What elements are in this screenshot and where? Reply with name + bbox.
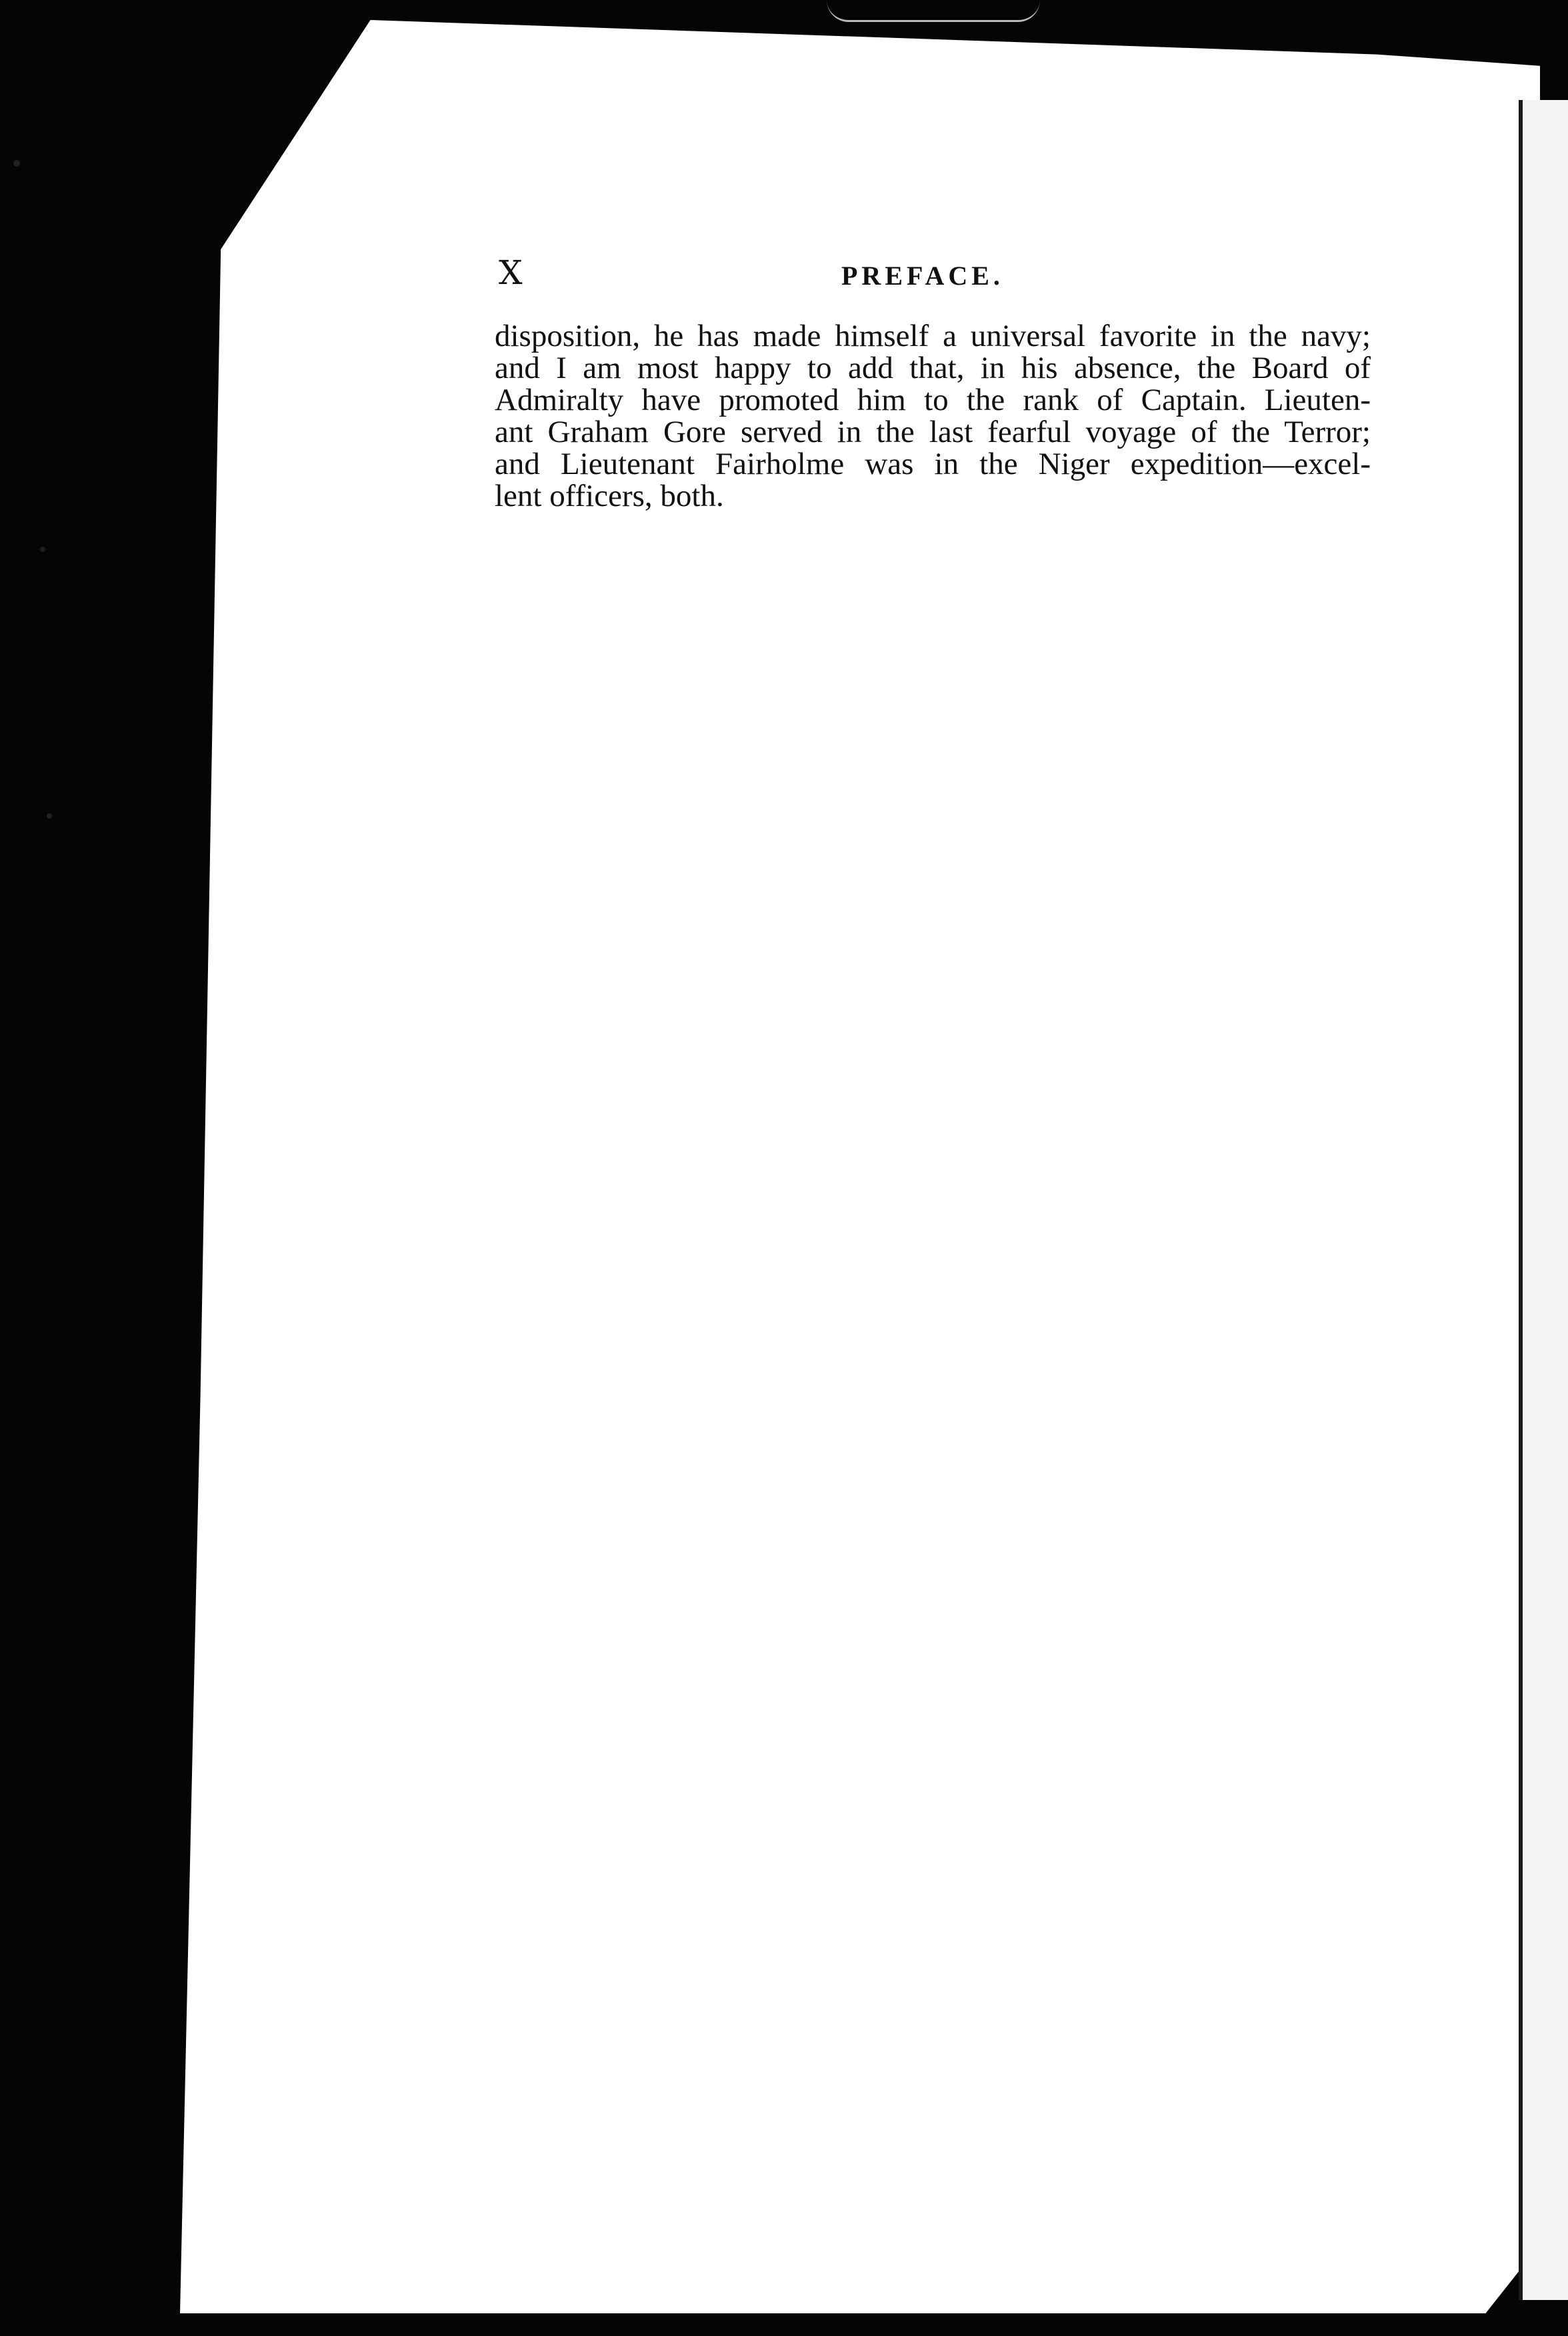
body-paragraph: [495, 320, 1371, 512]
text-line: Admiralty have promoted him to the rank of Captain. Lieuten-: [495, 383, 1371, 417]
scan-artifact: [827, 0, 1040, 22]
text-line: and Lieutenant Fairholme was in the Niger expedition—excel-: [495, 447, 1371, 481]
page-edge: [1519, 100, 1568, 2300]
text-line: lent officers, both.: [495, 479, 724, 513]
scan-speck: [47, 813, 52, 819]
text-line: ant Graham Gore served in the last fearful voyage of the Terror;: [495, 415, 1371, 449]
text-line: disposition, he has made himself a universal favorite in the navy;: [495, 319, 1371, 353]
scan-speck: [40, 547, 45, 552]
scan-speck: [13, 160, 20, 167]
running-head: PREFACE.: [841, 261, 1004, 291]
page-number: X: [499, 253, 523, 292]
text-line: and I am most happy to add that, in his absence, the Board of: [495, 351, 1371, 385]
